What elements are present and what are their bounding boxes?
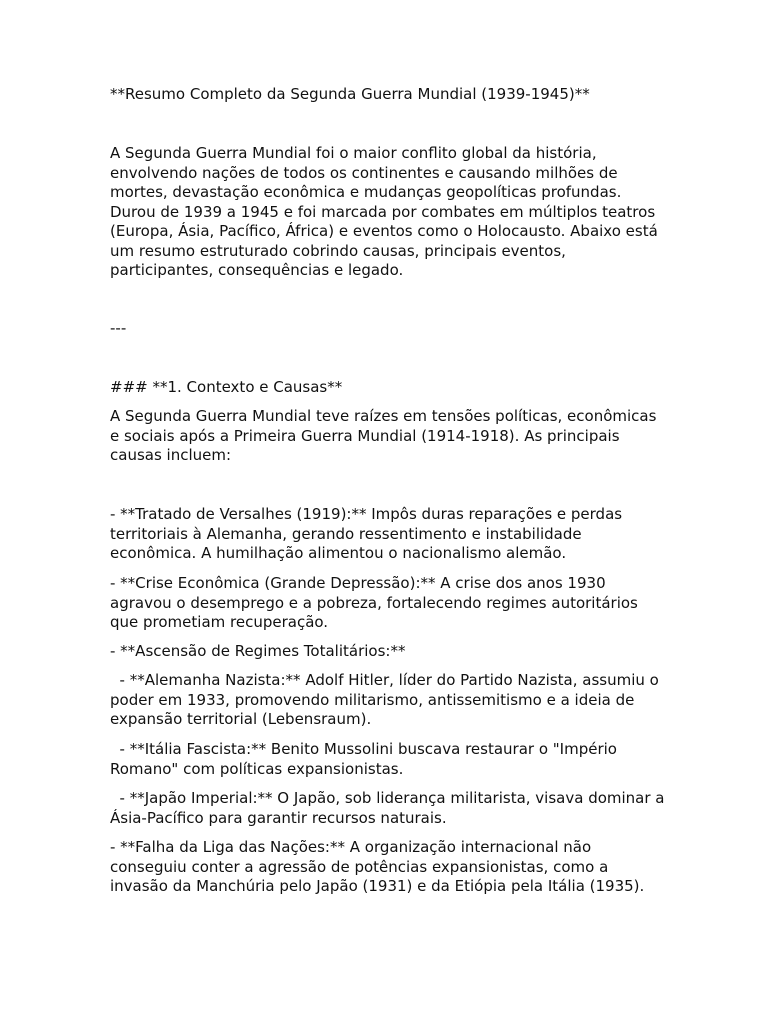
intro-paragraph: A Segunda Guerra Mundial foi o maior conflito global da história, envolvendo nações de todos os continentes e causando milhões de mortes, devastação econômica e mudanças geopolíticas profundas. Durou de 1939 a 1945 e foi marcada por combates em múltiplos teatros (Europa, Ásia, Pacífico, África) e eventos como o Holocausto. Abaixo está um resumo estruturado cobrindo causas, principais eventos, participantes, consequências e legado. — [110, 144, 663, 279]
subbullet-alemanha: - **Alemanha Nazista:** Adolf Hitler, líder do Partido Nazista, assumiu o poder em 1933, promovendo militarismo, antissemitismo e a ideia de expansão territorial (Lebensraum). — [110, 671, 664, 728]
bullet-regimes-totalitarios: - **Ascensão de Regimes Totalitários:** — [110, 642, 406, 660]
section-separator: --- — [110, 319, 127, 337]
bullet-crise-economica: - **Crise Econômica (Grande Depressão):** A crise dos anos 1930 agravou o desemprego e a pobreza, fortalecendo regimes autoritários que prometiam recuperação. — [110, 574, 643, 631]
bullet-versalhes: - **Tratado de Versalhes (1919):** Impôs duras reparações e perdas territoriais à Alemanha, gerando ressentimento e instabilidade econômica. A humilhação alimentou o nacionalismo alemão. — [110, 505, 627, 562]
document-title: **Resumo Completo da Segunda Guerra Mundial (1939-1945)** — [110, 85, 590, 103]
subbullet-italia: - **Itália Fascista:** Benito Mussolini buscava restaurar o "Império Romano" com políticas expansionistas. — [110, 740, 622, 778]
section-intro-paragraph: A Segunda Guerra Mundial teve raízes em tensões políticas, econômicas e sociais após a Primeira Guerra Mundial (1914-1918). As principais causas incluem: — [110, 407, 662, 464]
section-heading: ### **1. Contexto e Causas** — [110, 378, 343, 396]
subbullet-japao: - **Japão Imperial:** O Japão, sob liderança militarista, visava dominar a Ásia-Pacífico para garantir recursos naturais. — [110, 789, 670, 827]
bullet-liga-nacoes: - **Falha da Liga das Nações:** A organização internacional não conseguiu conter a agressão de potências expansionistas, como a invasão da Manchúria pelo Japão (1931) e da Etiópia pela Itália (1935). — [110, 838, 645, 895]
